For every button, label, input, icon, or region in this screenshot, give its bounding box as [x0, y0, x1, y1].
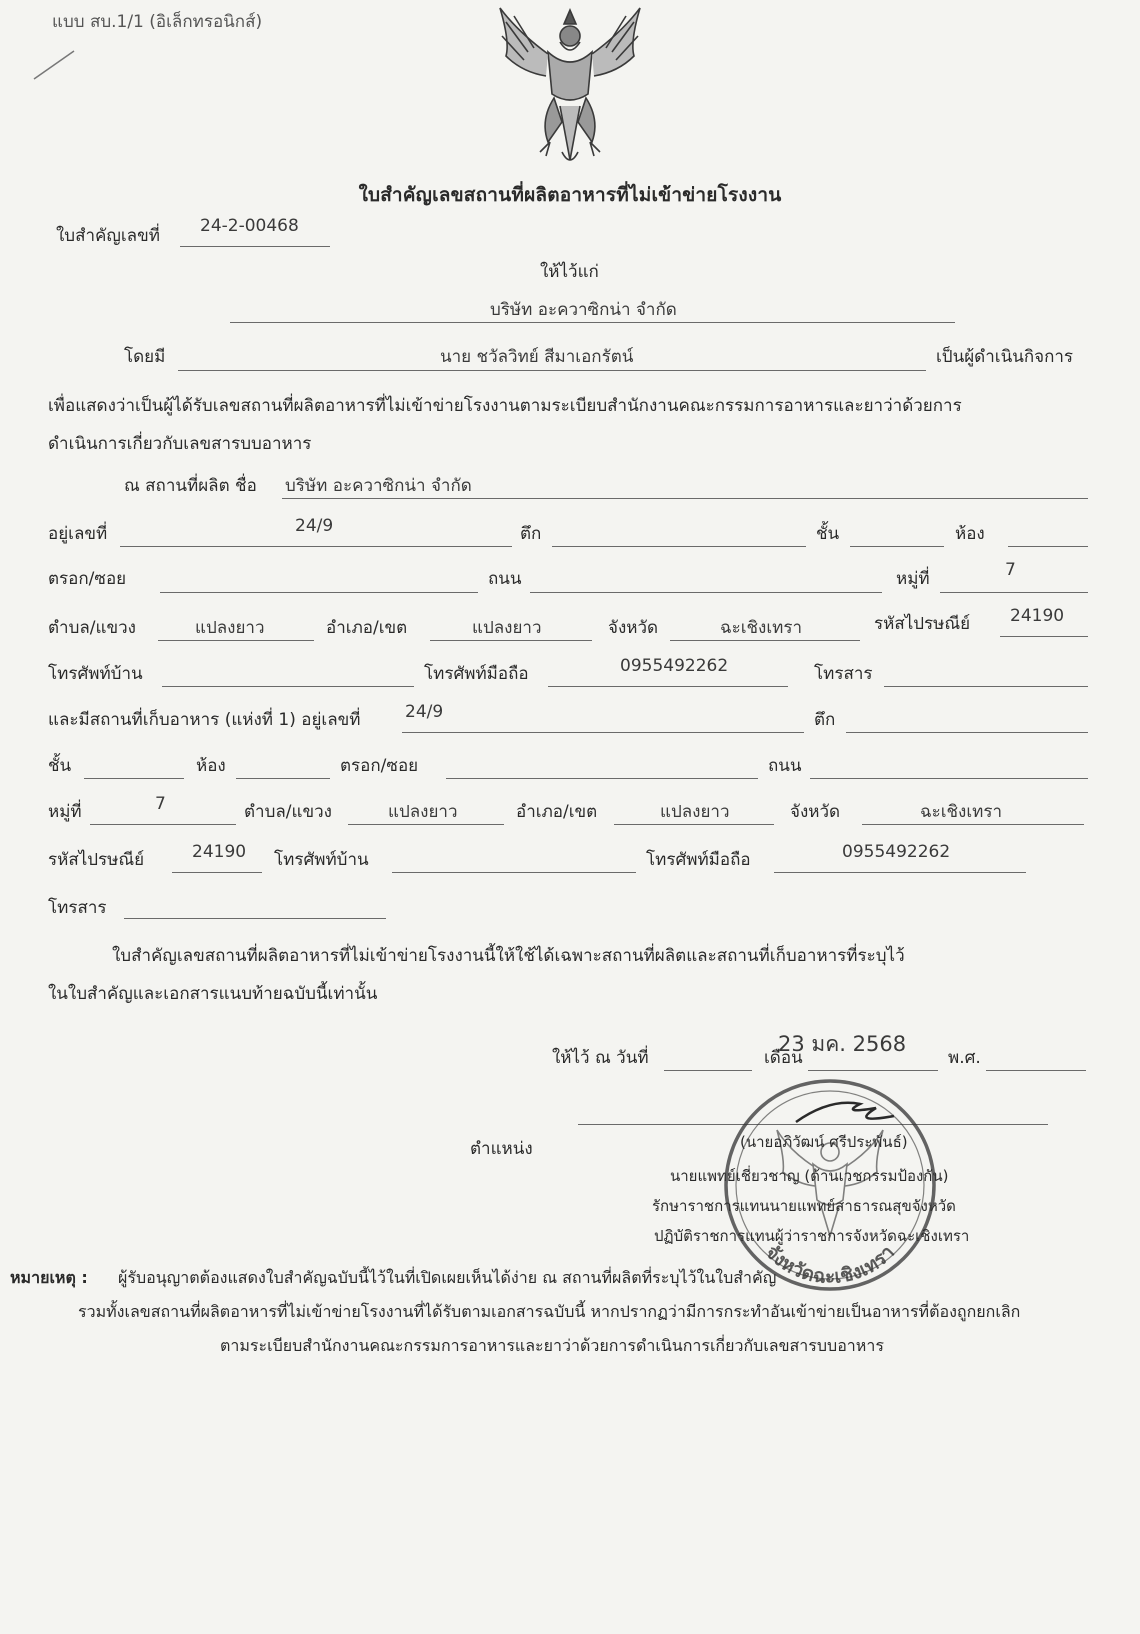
company-name: บริษัท อะควาซิกน่า จำกัด	[490, 300, 677, 320]
underline	[430, 640, 592, 641]
underline	[810, 778, 1088, 779]
underline	[348, 824, 504, 825]
underline	[530, 592, 882, 593]
road-label: ถนน	[488, 569, 522, 589]
position-label: ตำแหน่ง	[470, 1139, 533, 1159]
underline	[158, 640, 314, 641]
certificate-number-label: ใบสำคัญเลขที่	[56, 226, 160, 246]
storage-floor-label: ชั้น	[48, 756, 72, 776]
underline	[940, 592, 1088, 593]
storage-moo-label: หมู่ที่	[48, 802, 82, 822]
address-no: 24/9	[295, 516, 334, 536]
remark-label: หมายเหตุ :	[10, 1268, 88, 1287]
underline	[402, 732, 804, 733]
room-label: ห้อง	[955, 524, 985, 544]
underline	[230, 322, 955, 323]
underline	[774, 872, 1026, 873]
underline	[172, 872, 262, 873]
storage-alley-label: ตรอก/ซอย	[340, 756, 419, 776]
storage-district-value: แปลงยาว	[660, 802, 730, 822]
storage-province-label: จังหวัด	[790, 802, 841, 822]
mobile-value: 0955492262	[620, 656, 729, 676]
district-label: อำเภอ/เขต	[326, 618, 408, 638]
mobile-label: โทรศัพท์มือถือ	[424, 664, 529, 684]
storage-province-value: ฉะเชิงเทรา	[920, 802, 1003, 822]
underline	[124, 918, 386, 919]
underline	[392, 872, 636, 873]
storage-postcode-label: รหัสไปรษณีย์	[48, 850, 145, 870]
address-no-label: อยู่เลขที่	[48, 524, 108, 544]
form-code: แบบ สบ.1/1 (อิเล็กทรอนิกส์)	[52, 12, 263, 32]
pen-stroke	[30, 45, 80, 85]
underline	[884, 686, 1088, 687]
underline	[548, 686, 788, 687]
underline	[986, 1070, 1086, 1071]
underline	[1000, 636, 1088, 637]
operator-name: นาย ชวัลวิทย์ สีมาเอกรัตน์	[440, 347, 634, 367]
floor-label: ชั้น	[816, 524, 840, 544]
province-value: ฉะเชิงเทรา	[720, 618, 803, 638]
remark-line-2: รวมทั้งเลขสถานที่ผลิตอาหารที่ไม่เข้าข่ายโรงงานที่ได้รับตามเอกสารฉบับนี้ หากปรากฏว่ามีการกระทำอันเข้าข่ายเป็นอาหารที่ต้องถูกยกเลิก	[78, 1302, 1021, 1321]
storage-subdistrict-label: ตำบล/แขวง	[244, 802, 332, 822]
moo-label: หมู่ที่	[896, 569, 930, 589]
site-name: บริษัท อะควาซิกน่า จำกัด	[285, 476, 472, 496]
certificate-title: ใบสำคัญเลขสถานที่ผลิตอาหารที่ไม่เข้าข่ายโรงงาน	[358, 184, 782, 206]
province-label: จังหวัด	[608, 618, 659, 638]
storage-district-label: อำเภอ/เขต	[516, 802, 598, 822]
operator-suffix: เป็นผู้ดำเนินกิจการ	[936, 347, 1074, 367]
storage-building-label: ตึก	[814, 710, 836, 730]
underline	[446, 778, 758, 779]
storage-mobile-value: 0955492262	[842, 842, 951, 862]
certificate-number: 24-2-00468	[200, 216, 299, 236]
underline	[670, 640, 860, 641]
storage-moo-value: 7	[155, 794, 166, 814]
building-label: ตึก	[520, 524, 542, 544]
issued-to-label: ให้ไว้แก่	[540, 262, 599, 282]
storage-postcode-value: 24190	[192, 842, 247, 862]
storage-home-phone-label: โทรศัพท์บ้าน	[274, 850, 369, 870]
postcode-value: 24190	[1010, 606, 1065, 626]
storage-address-no: 24/9	[405, 702, 444, 722]
signer-title-2: รักษาราชการแทนนายแพทย์สาธารณสุขจังหวัด	[652, 1197, 956, 1215]
underline	[862, 824, 1084, 825]
district-value: แปลงยาว	[472, 618, 542, 638]
validity-line-2: ในใบสำคัญและเอกสารแนบท้ายฉบับนี้เท่านั้น	[48, 984, 378, 1004]
underline	[162, 686, 414, 687]
alley-label: ตรอก/ซอย	[48, 569, 127, 589]
storage-mobile-label: โทรศัพท์มือถือ	[646, 850, 751, 870]
issue-date-stamp: 23 มค. 2568	[778, 1032, 907, 1056]
underline	[614, 824, 774, 825]
underline	[850, 546, 944, 547]
underline	[84, 778, 184, 779]
validity-line-1: ใบสำคัญเลขสถานที่ผลิตอาหารที่ไม่เข้าข่ายโรงงานนี้ให้ใช้ได้เฉพาะสถานที่ผลิตและสถานที่เก็บอาหารที่ระบุไว้	[112, 946, 905, 966]
underline	[160, 592, 478, 593]
underline	[120, 546, 512, 547]
underline	[552, 546, 806, 547]
subdistrict-label: ตำบล/แขวง	[48, 618, 136, 638]
month-label: เดือน	[764, 1048, 803, 1068]
fax-label: โทรสาร	[814, 664, 873, 684]
statement-line-1: เพื่อแสดงว่าเป็นผู้ได้รับเลขสถานที่ผลิตอาหารที่ไม่เข้าข่ายโรงงานตามระเบียบสำนักงานคณะกรรมการอาหารและยาว่าด้วยการ	[48, 396, 962, 416]
remark-line-1: ผู้รับอนุญาตต้องแสดงใบสำคัญฉบับนี้ไว้ในที่เปิดเผยเห็นได้ง่าย ณ สถานที่ผลิตที่ระบุไว้ในใบสำคัญ	[118, 1268, 777, 1287]
underline	[236, 778, 330, 779]
signer-title-1: นายแพทย์เชี่ยวชาญ (ด้านเวชกรรมป้องกัน)	[670, 1167, 949, 1185]
given-on-label: ให้ไว้ ณ วันที่	[552, 1048, 649, 1068]
underline	[846, 732, 1088, 733]
svg-text:จังหวัดฉะเชิงเทรา	[761, 1241, 899, 1288]
postcode-label: รหัสไปรษณีย์	[874, 614, 971, 634]
storage-intro-label: และมีสถานที่เก็บอาหาร (แห่งที่ 1) อยู่เลขที่	[48, 710, 361, 730]
remark-line-3: ตามระเบียบสำนักงานคณะกรรมการอาหารและยาว่าด้วยการดำเนินการเกี่ยวกับเลขสารบบอาหาร	[220, 1336, 884, 1355]
storage-room-label: ห้อง	[196, 756, 226, 776]
home-phone-label: โทรศัพท์บ้าน	[48, 664, 143, 684]
storage-road-label: ถนน	[768, 756, 802, 776]
storage-fax-label: โทรสาร	[48, 898, 107, 918]
signer-title-3: ปฏิบัติราชการแทนผู้ว่าราชการจังหวัดฉะเชิงเทรา	[654, 1227, 970, 1245]
moo-value: 7	[1005, 560, 1016, 580]
underline	[180, 246, 330, 247]
garuda-emblem-icon	[488, 2, 653, 172]
underline	[1008, 546, 1088, 547]
underline	[178, 370, 926, 371]
storage-subdistrict-value: แปลงยาว	[388, 802, 458, 822]
subdistrict-value: แปลงยาว	[195, 618, 265, 638]
seal-text: จังหวัดฉะเชิงเทรา	[761, 1241, 899, 1288]
statement-line-2: ดำเนินการเกี่ยวกับเลขสารบบอาหาร	[48, 434, 312, 454]
underline	[90, 824, 236, 825]
by-label: โดยมี	[124, 347, 166, 367]
site-name-label: ณ สถานที่ผลิต ชื่อ	[124, 476, 257, 496]
year-label: พ.ศ.	[948, 1048, 981, 1068]
signer-name: (นายอภิวัฒน์ ศรีประพันธ์)	[740, 1133, 908, 1151]
underline	[282, 498, 1088, 499]
